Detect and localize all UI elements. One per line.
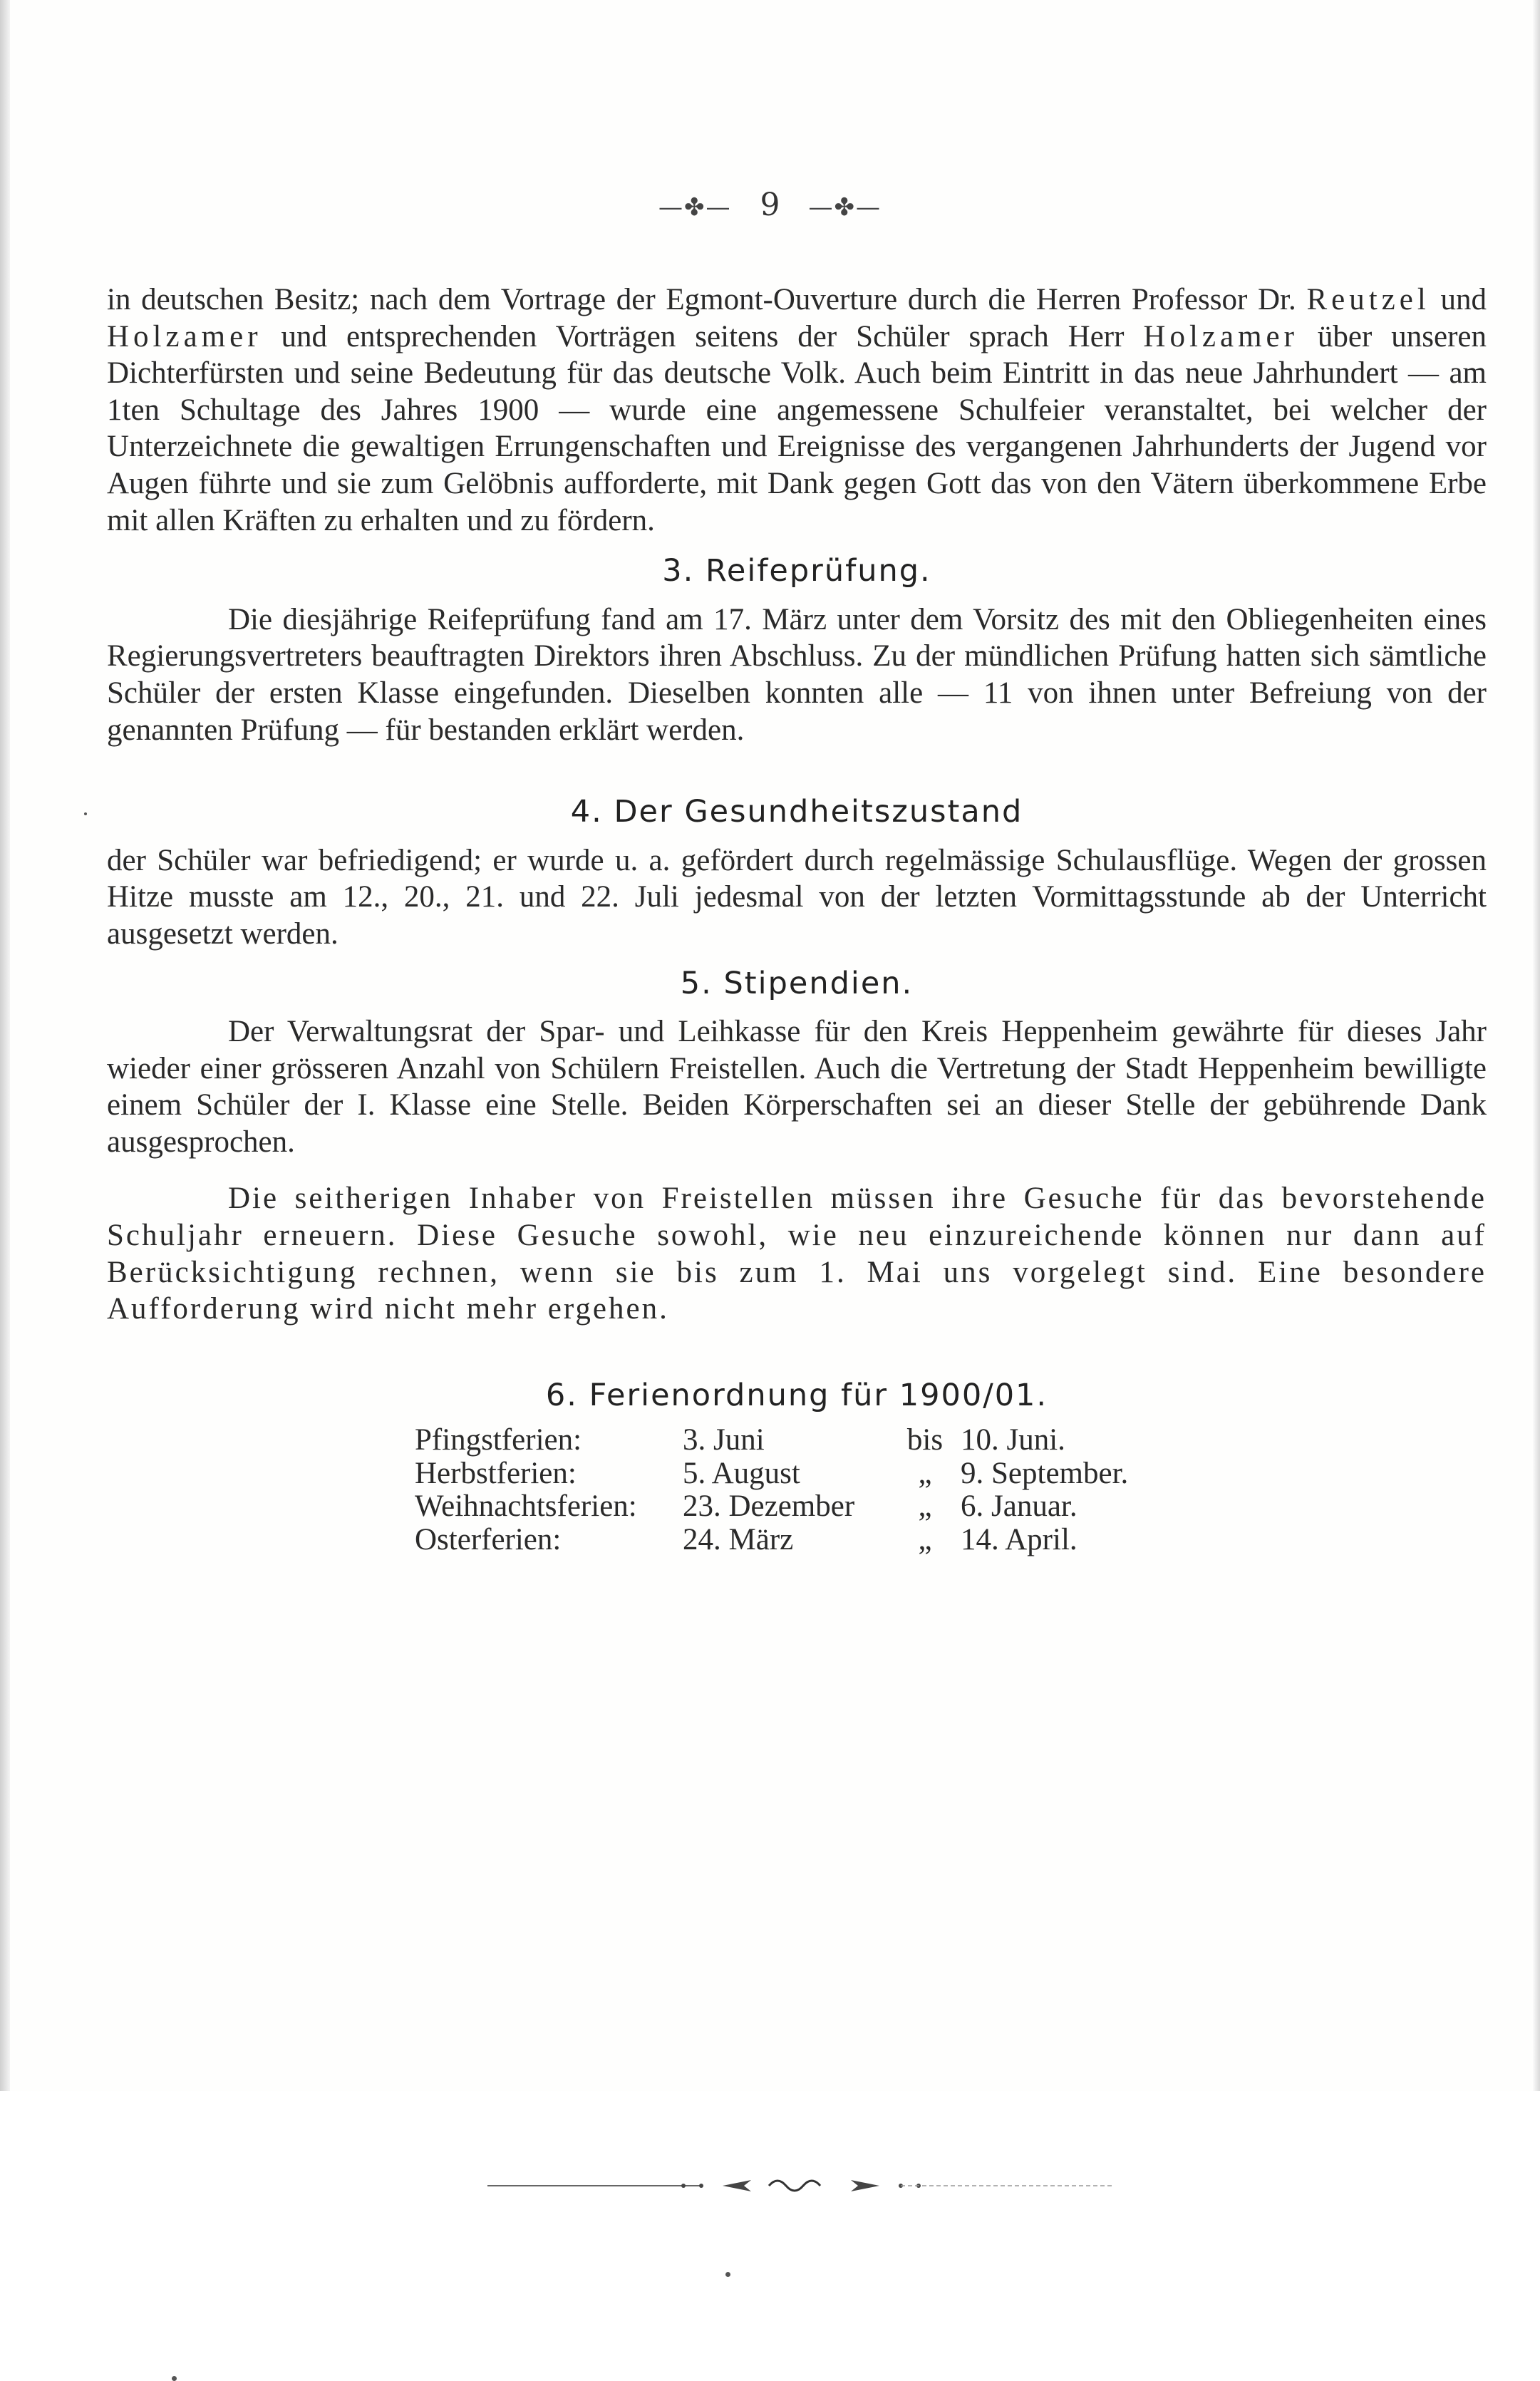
section-5-text-1: Der Verwaltungsrat der Spar- und Leihkasse für den Kreis Heppenheim gewährte für dieses Jahr wieder einer grösseren Anzahl von Schülern Freistellen. Auch die Vertretung der Stadt Heppenheim bewilligte einem Schüler der I. Klasse eine Stelle. Beiden Körperschaften sei an dieser Stelle der gebührende Dank ausgesprochen. <box>107 1015 1487 1159</box>
paper-speck <box>84 812 87 815</box>
vacation-table <box>415 1424 1128 1556</box>
page-content <box>107 282 1487 1556</box>
table-row <box>415 1457 1128 1490</box>
vacation-start: 24. März <box>683 1522 794 1556</box>
paper-speck <box>725 2272 730 2277</box>
intro-und: und <box>1440 283 1487 316</box>
name-holzamer-2: Holzamer <box>1143 319 1298 353</box>
vacation-end: 14. April. <box>961 1522 1078 1556</box>
vacation-start: 3. Juni <box>683 1423 765 1457</box>
section-3-heading: 3. Reifeprüfung. <box>662 553 931 589</box>
section-3-text: Die diesjährige Reifeprüfung fand am 17. März unter dem Vorsitz des mit den Obliegenheiten eines Regierungsvertreters beauftragten Direktors ihren Abschluss. Zu der mündlichen Prüfung hatten sich sämtliche Schüler der ersten Klasse eingefunden. Dieselben konnten alle — 11 von ihnen unter Befreiung von der genannten Prüfung — für bestanden erklärt werden. <box>107 602 1487 747</box>
vacation-sep: bis <box>906 1423 944 1457</box>
section-5-heading: 5. Stipendien. <box>680 965 914 1001</box>
vacation-end: 6. Januar. <box>961 1489 1078 1524</box>
vacation-name: Herbstferien: <box>415 1456 577 1490</box>
section-6-heading: 6. Ferienordnung für 1900/01. <box>545 1377 1048 1413</box>
vacation-sep: „ <box>918 1522 932 1556</box>
vacation-end: 10. Juni. <box>961 1423 1065 1457</box>
table-row <box>415 1524 1128 1556</box>
intro-rest-text: über unseren Dichterfürsten und seine Bedeutung für das deutsche Volk. Auch beim Eintritt in das neue Jahrhundert — am 1ten Schultage des Jahres 1900 — wurde eine angemessene Schulfeier veranstaltet, bei welcher der Unterzeichnete die gewaltigen Errungenschaften und Ereignisse des vergangenen Jahrhunderts der Jugend vor Augen führte und sie zum Gelöbnis aufforderte, mit Dank gegen Gott das von den Vätern überkommene Erbe mit allen Kräften zu erhalten und zu fördern. <box>107 319 1487 537</box>
page-number: 9 <box>760 187 780 223</box>
intro-text: in deutschen Besitz; nach dem Vortrage der Egmont-Ouverture durch die Herren Professor Dr. <box>107 283 1296 316</box>
section-4-text: der Schüler war befriedigend; er wurde u. a. gefördert durch regelmässige Schulausflüge. Wegen der grossen Hitze musste am 12., 20., 21. und 22. Juli jedesmal von der letzten Vormittagsstunde ab der Unterricht ausgesetzt werden. <box>107 843 1487 951</box>
table-row <box>415 1424 1128 1457</box>
vacation-sep: „ <box>918 1456 932 1490</box>
table-row <box>415 1490 1128 1523</box>
paper-speck <box>172 2376 177 2381</box>
header-ornament-left-icon: —✤— <box>658 193 732 222</box>
name-reutzel: Reutzel <box>1306 283 1430 316</box>
vacation-end: 9. September. <box>961 1456 1129 1490</box>
vacation-sep: „ <box>918 1489 932 1524</box>
intro-mid-text: und entsprechenden Vorträgen seitens der Schüler sprach Herr <box>281 319 1125 353</box>
page-header <box>0 187 1540 223</box>
header-ornament-right-icon: —✤— <box>808 193 882 222</box>
vacation-start: 23. Dezember <box>683 1489 855 1524</box>
intro-paragraph <box>107 282 1487 539</box>
page-right-edge <box>1533 0 1540 2091</box>
end-divider-ornament-icon <box>487 2177 1115 2194</box>
vacation-start: 5. August <box>683 1456 800 1490</box>
vacation-name: Pfingstferien: <box>415 1423 582 1457</box>
page-binding-edge <box>0 0 10 2091</box>
vacation-name: Osterferien: <box>415 1522 562 1556</box>
name-holzamer-1: Holzamer <box>107 319 262 353</box>
vacation-name: Weihnachtsferien: <box>415 1489 637 1524</box>
section-4-heading: 4. Der Gesundheitszustand <box>570 794 1023 830</box>
section-5-text-2: Die seitherigen Inhaber von Freistellen müssen ihre Gesuche für das bevorstehende Schuljahr erneuern. Diese Gesuche sowohl, wie neu einzureichende können nur dann auf Berücksichtigung rechnen, wenn sie bis zum 1. Mai uns vorgelegt sind. Eine besondere Aufforderung wird nicht mehr ergehen. <box>107 1182 1487 1326</box>
